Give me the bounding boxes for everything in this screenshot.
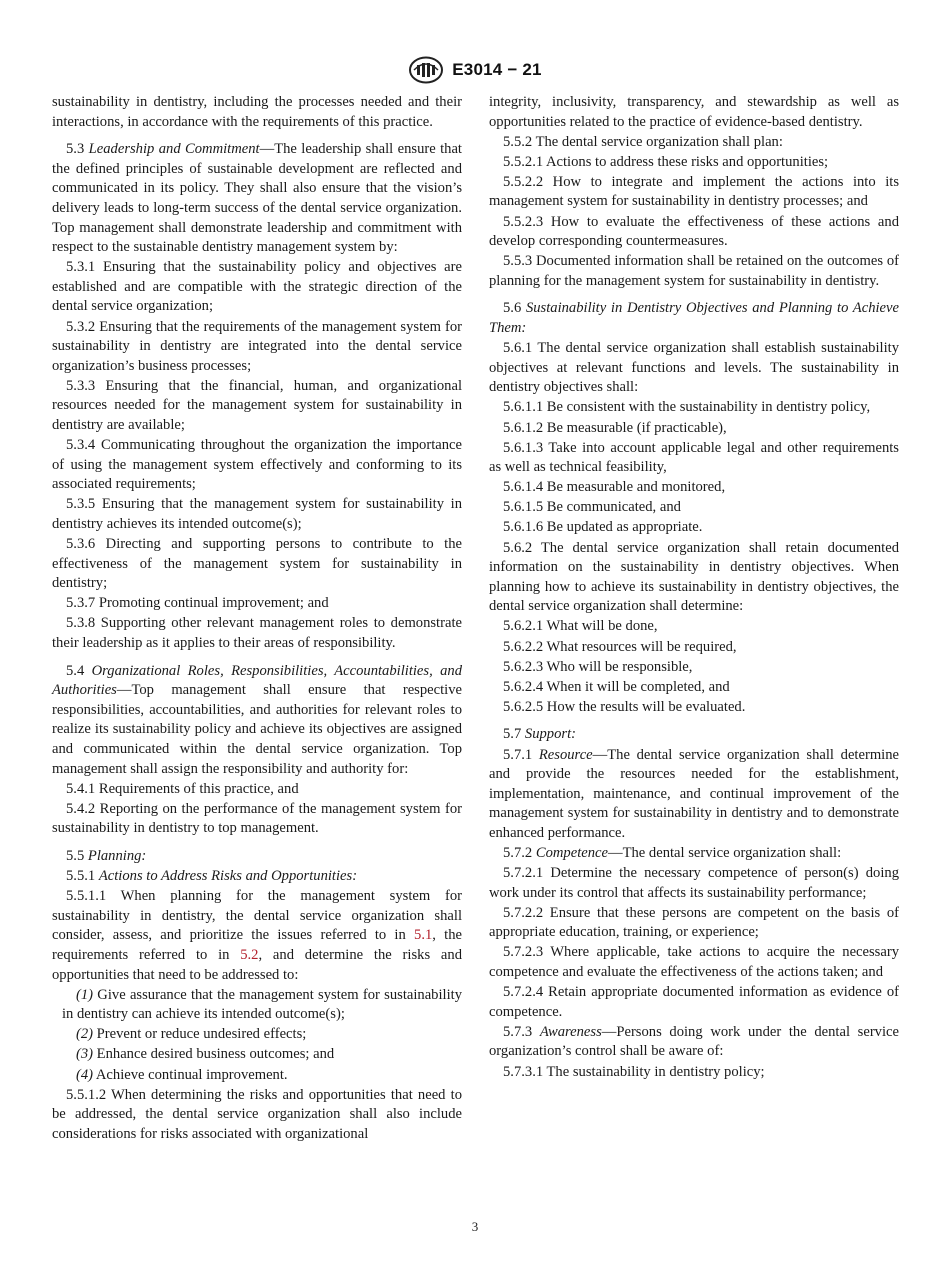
clause-5-6-1-4: 5.6.1.4 Be measurable and monitored, bbox=[503, 479, 726, 496]
clause-5-5-2-2: 5.5.2.2 How to integrate and implement the actions into its management system for sustainability in dentistry processes; and bbox=[489, 173, 899, 210]
section-title: Resource bbox=[538, 746, 593, 763]
clause-5-5-1-2: 5.5.1.2 When determining the risks and opportunities that need to be addressed, the dental service organization shall also include considerations for risks associated with organizational bbox=[52, 1086, 462, 1142]
clause-5-7-2-1: 5.7.2.1 Determine the necessary competence of person(s) doing work under its control that affects its sustainability performance; bbox=[489, 865, 899, 901]
clause-5-3-4: 5.3.4 Communicating throughout the organization the importance of using the management system effectively and conforming to its associated requirements; bbox=[52, 437, 462, 493]
clause-5-5-2: 5.5.2 The dental service organization shall plan: bbox=[503, 133, 783, 150]
reference-link-5-2[interactable]: 5.2 bbox=[240, 946, 259, 963]
clause-5-7-2-3: 5.7.2.3 Where applicable, take actions to acquire the necessary competence and evaluate the effectiveness of the actions taken; and bbox=[489, 944, 899, 981]
clause-5-6-2-1: 5.6.2.1 What will be done, bbox=[503, 618, 658, 635]
clause-5-7-2-2: 5.7.2.2 Ensure that these persons are competent on the basis of appropriate education, training, or experience; bbox=[489, 904, 899, 941]
section-title: Organizational Roles, Responsibilities, Accountabilities, and Authorities bbox=[52, 662, 462, 699]
list-item: (1) Give assurance that the management system for sustainability in dentistry can achieve its intended outcome(s); bbox=[62, 986, 462, 1023]
section-title: Sustainability in Dentistry Objectives and Planning to Achieve Them: bbox=[489, 300, 899, 337]
section-5-7-1: 5.7.1 Resource—The dental service organization shall determine and provide the resources needed for the establishment, implementation, maintenance, and continual improvement of the management system for sustainability in dentistry and to demonstrate enhanced performance. bbox=[489, 746, 899, 841]
clause-5-5-1-1: 5.5.1.1 When planning for the management system for sustainability in dentistry, the dental service organization shall consider, assess, and prioritize the issues referred to in 5.1, the requirements referred to in 5.2, and determine the risks and opportunities that need to be addressed to: bbox=[52, 888, 462, 983]
clause-5-3-8: 5.3.8 Supporting other relevant management roles to demonstrate their leadership as it applies to their areas of responsibility. bbox=[52, 615, 462, 652]
clause-5-5-2-1: 5.5.2.1 Actions to address these risks and opportunities; bbox=[503, 153, 829, 170]
right-column bbox=[489, 93, 899, 1083]
clause-5-3-7: 5.3.7 Promoting continual improvement; and bbox=[66, 595, 329, 612]
clause-5-3-2: 5.3.2 Ensuring that the requirements of the management system for sustainability in dentistry are integrated into the dental service organization’s business processes; bbox=[52, 318, 462, 374]
clause-5-7-2-4: 5.7.2.4 Retain appropriate documented information as evidence of competence. bbox=[489, 984, 899, 1020]
section-title: Awareness bbox=[539, 1023, 602, 1040]
section-title: Actions to Address Risks and Opportunities: bbox=[98, 868, 358, 885]
clause-5-6-2: 5.6.2 The dental service organization shall retain documented information on the sustainability in dentistry objectives. When planning how to achieve its sustainability in dentistry objectives, the dental service organization shall determine: bbox=[489, 539, 899, 615]
list-item: (3) Enhance desired business outcomes; and bbox=[76, 1046, 335, 1063]
clause-5-3-3: 5.3.3 Ensuring that the financial, human, and organizational resources needed for the management system for sustainability in dentistry are available; bbox=[52, 377, 462, 433]
clause-5-6-2-3: 5.6.2.3 Who will be responsible, bbox=[503, 658, 693, 675]
clause-5-7-3-1: 5.7.3.1 The sustainability in dentistry policy; bbox=[503, 1063, 765, 1080]
section-5-7-3: 5.7.3 Awareness—Persons doing work under the dental service organization’s control shall be aware of: bbox=[489, 1023, 899, 1060]
paragraph: integrity, inclusivity, transparency, and stewardship as well as opportunities related to the practice of evidence-based dentistry. bbox=[489, 94, 899, 130]
section-title: Planning: bbox=[87, 847, 147, 864]
list-item: (4) Achieve continual improvement. bbox=[76, 1066, 288, 1083]
astm-logo-icon bbox=[408, 56, 444, 84]
left-column bbox=[52, 93, 462, 1145]
clause-5-6-1-2: 5.6.1.2 Be measurable (if practicable), bbox=[503, 419, 727, 436]
clause-5-5-3: 5.5.3 Documented information shall be retained on the outcomes of planning for the management system for sustainability in dentistry. bbox=[489, 253, 899, 289]
clause-5-6-1-5: 5.6.1.5 Be communicated, and bbox=[503, 499, 681, 516]
clause-5-6-1-6: 5.6.1.6 Be updated as appropriate. bbox=[503, 519, 703, 536]
section-title: Leadership and Commitment bbox=[88, 141, 260, 158]
document-designation: E3014 − 21 bbox=[452, 60, 542, 79]
page-header bbox=[0, 56, 950, 84]
paragraph: sustainability in dentistry, including the processes needed and their interactions, in accordance with the requirements of this practice. bbox=[52, 94, 462, 130]
clause-5-6-1-1: 5.6.1.1 Be consistent with the sustainability in dentistry policy, bbox=[503, 399, 871, 416]
section-5-7-2: 5.7.2 Competence—The dental service organization shall: bbox=[503, 844, 842, 861]
section-5-5-1: 5.5.1 Actions to Address Risks and Opportunities: bbox=[66, 868, 358, 885]
section-5-4: 5.4 Organizational Roles, Responsibilities, Accountabilities, and Authorities—Top management shall ensure that respective responsibilities, accountabilities, and authorities for relevant roles to realize its sustainability policy and achieve its objectives are assigned and communicated within the dental service organization. Top management shall assign the responsibility and authority for: bbox=[52, 662, 462, 777]
page-number: 3 bbox=[471, 1219, 479, 1234]
clause-5-5-2-3: 5.5.2.3 How to evaluate the effectiveness of these actions and develop corresponding countermeasures. bbox=[489, 213, 899, 250]
section-title: Competence bbox=[535, 844, 608, 861]
section-5-6: 5.6 Sustainability in Dentistry Objectives and Planning to Achieve Them: bbox=[489, 300, 899, 337]
clause-5-3-6: 5.3.6 Directing and supporting persons to contribute to the effectiveness of the management system for sustainability in dentistry; bbox=[52, 536, 462, 592]
section-title: Support: bbox=[524, 726, 576, 743]
section-5-3: 5.3 Leadership and Commitment—The leadership shall ensure that the defined principles of sustainable development are reflected and communicated in its policy. They shall also ensure that the vision’s delivery leads to long-term success of the dental service organization. Top management shall demonstrate leadership and commitment with respect to the sustainable dentistry management system by: bbox=[52, 141, 462, 256]
section-5-7: 5.7 Support: bbox=[503, 726, 576, 743]
clause-5-3-5: 5.3.5 Ensuring that the management system for sustainability in dentistry achieves its intended outcome(s); bbox=[52, 496, 462, 532]
clause-5-6-2-2: 5.6.2.2 What resources will be required, bbox=[503, 638, 737, 655]
clause-5-6-1: 5.6.1 The dental service organization shall establish sustainability objectives at relevant functions and levels. The sustainability in dentistry objectives shall: bbox=[489, 340, 899, 396]
clause-5-6-2-5: 5.6.2.5 How the results will be evaluated. bbox=[503, 698, 746, 715]
clause-5-6-2-4: 5.6.2.4 When it will be completed, and bbox=[503, 678, 730, 695]
reference-link-5-1[interactable]: 5.1 bbox=[414, 927, 433, 944]
clause-5-4-2: 5.4.2 Reporting on the performance of the management system for sustainability in dentistry to top management. bbox=[52, 800, 462, 837]
list-item: (2) Prevent or reduce undesired effects; bbox=[76, 1026, 307, 1043]
clause-5-4-1: 5.4.1 Requirements of this practice, and bbox=[66, 780, 299, 797]
clause-5-6-1-3: 5.6.1.3 Take into account applicable legal and other requirements as well as technical feasibility, bbox=[489, 439, 899, 476]
section-5-5: 5.5 Planning: bbox=[66, 847, 147, 864]
clause-5-3-1: 5.3.1 Ensuring that the sustainability policy and objectives are established and are compatible with the strategic direction of the dental service organization; bbox=[52, 259, 462, 315]
